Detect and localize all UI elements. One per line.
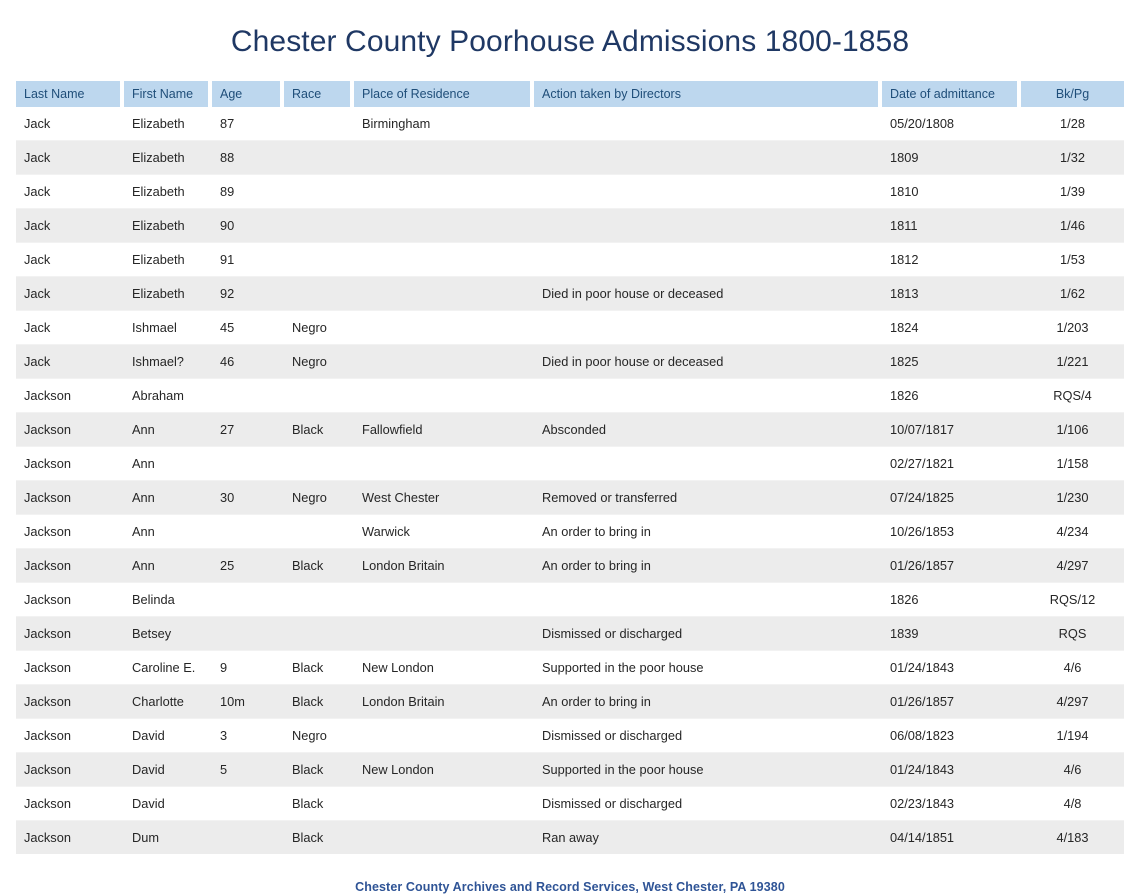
cell-date: 05/20/1808 [882,107,1021,141]
cell-first-name: Ishmael [124,311,212,345]
admissions-table-container [16,81,1124,854]
cell-last-name: Jack [16,209,124,243]
cell-action [534,379,882,413]
cell-date: 1826 [882,379,1021,413]
cell-age [212,821,284,854]
cell-bkpg: 4/183 [1021,821,1124,854]
cell-age: 30 [212,481,284,515]
cell-date: 10/26/1853 [882,515,1021,549]
column-header-race[interactable]: Race [284,81,354,107]
cell-last-name: Jackson [16,515,124,549]
cell-place: London Britain [354,549,534,583]
cell-race: Black [284,651,354,685]
cell-age: 88 [212,141,284,175]
cell-first-name: Caroline E. [124,651,212,685]
cell-last-name: Jackson [16,787,124,821]
cell-date: 1811 [882,209,1021,243]
cell-bkpg: RQS/12 [1021,583,1124,617]
cell-date: 02/23/1843 [882,787,1021,821]
table-row [16,719,1124,753]
cell-action: Absconded [534,413,882,447]
cell-action: Supported in the poor house [534,753,882,787]
cell-date: 01/24/1843 [882,651,1021,685]
cell-place [354,719,534,753]
cell-first-name: Charlotte [124,685,212,719]
cell-age: 91 [212,243,284,277]
cell-last-name: Jackson [16,583,124,617]
table-row [16,651,1124,685]
table-row [16,753,1124,787]
cell-race [284,243,354,277]
column-header-place-of-residence[interactable]: Place of Residence [354,81,534,107]
cell-place [354,345,534,379]
cell-first-name: Elizabeth [124,107,212,141]
table-header-row [16,81,1124,107]
cell-action: Dismissed or discharged [534,719,882,753]
cell-action: An order to bring in [534,549,882,583]
cell-race [284,617,354,651]
cell-bkpg: RQS/4 [1021,379,1124,413]
cell-place [354,821,534,854]
cell-race: Negro [284,719,354,753]
cell-race: Black [284,753,354,787]
table-row [16,481,1124,515]
cell-bkpg: 1/158 [1021,447,1124,481]
cell-date: 01/24/1843 [882,753,1021,787]
table-body [16,107,1124,854]
cell-age: 5 [212,753,284,787]
cell-bkpg: RQS [1021,617,1124,651]
table-header [16,81,1124,107]
table-row [16,685,1124,719]
cell-race [284,209,354,243]
cell-last-name: Jackson [16,719,124,753]
cell-race [284,175,354,209]
cell-first-name: Elizabeth [124,277,212,311]
table-row [16,821,1124,854]
cell-race [284,515,354,549]
cell-last-name: Jackson [16,821,124,854]
cell-action [534,175,882,209]
table-row [16,617,1124,651]
cell-place: Fallowfield [354,413,534,447]
cell-place: New London [354,753,534,787]
cell-bkpg: 1/39 [1021,175,1124,209]
table-row [16,515,1124,549]
cell-bkpg: 1/194 [1021,719,1124,753]
table-row [16,311,1124,345]
cell-race: Black [284,549,354,583]
cell-race [284,583,354,617]
cell-place [354,787,534,821]
cell-bkpg: 1/221 [1021,345,1124,379]
table-row [16,277,1124,311]
cell-place [354,243,534,277]
cell-date: 01/26/1857 [882,549,1021,583]
cell-action [534,107,882,141]
table-row [16,107,1124,141]
cell-race: Negro [284,345,354,379]
cell-bkpg: 4/6 [1021,753,1124,787]
cell-last-name: Jack [16,243,124,277]
cell-date: 06/08/1823 [882,719,1021,753]
admissions-table [16,81,1124,854]
cell-action: Supported in the poor house [534,651,882,685]
column-header-action-taken-by-directors[interactable]: Action taken by Directors [534,81,882,107]
cell-place: London Britain [354,685,534,719]
cell-last-name: Jack [16,107,124,141]
cell-race [284,379,354,413]
cell-bkpg: 4/234 [1021,515,1124,549]
table-row [16,243,1124,277]
cell-race: Black [284,787,354,821]
cell-last-name: Jack [16,175,124,209]
cell-bkpg: 1/53 [1021,243,1124,277]
cell-race: Black [284,821,354,854]
cell-bkpg: 4/6 [1021,651,1124,685]
table-row [16,413,1124,447]
table-row [16,549,1124,583]
cell-age: 90 [212,209,284,243]
cell-age [212,379,284,413]
cell-age: 45 [212,311,284,345]
table-row [16,209,1124,243]
cell-date: 1839 [882,617,1021,651]
cell-bkpg: 1/28 [1021,107,1124,141]
cell-first-name: Elizabeth [124,209,212,243]
cell-bkpg: 1/46 [1021,209,1124,243]
cell-last-name: Jackson [16,447,124,481]
cell-last-name: Jack [16,141,124,175]
cell-place [354,617,534,651]
table-row [16,345,1124,379]
cell-action [534,311,882,345]
cell-race: Negro [284,481,354,515]
column-header-date-of-admittance[interactable]: Date of admittance [882,81,1021,107]
table-row [16,141,1124,175]
cell-action: An order to bring in [534,515,882,549]
cell-last-name: Jackson [16,651,124,685]
cell-bkpg: 1/32 [1021,141,1124,175]
cell-action [534,447,882,481]
cell-first-name: Elizabeth [124,175,212,209]
cell-action [534,141,882,175]
cell-action: Died in poor house or deceased [534,345,882,379]
cell-first-name: Ann [124,515,212,549]
cell-place [354,583,534,617]
cell-bkpg: 1/230 [1021,481,1124,515]
cell-date: 1824 [882,311,1021,345]
cell-last-name: Jackson [16,379,124,413]
cell-action: Dismissed or discharged [534,787,882,821]
cell-place [354,141,534,175]
cell-date: 1809 [882,141,1021,175]
cell-age: 25 [212,549,284,583]
cell-action: Removed or transferred [534,481,882,515]
cell-race: Black [284,685,354,719]
cell-age: 9 [212,651,284,685]
cell-action: Dismissed or discharged [534,617,882,651]
cell-race [284,107,354,141]
cell-last-name: Jackson [16,413,124,447]
cell-bkpg: 4/297 [1021,549,1124,583]
cell-age [212,583,284,617]
cell-first-name: David [124,753,212,787]
cell-first-name: David [124,787,212,821]
cell-age [212,447,284,481]
cell-place: New London [354,651,534,685]
cell-action [534,209,882,243]
cell-first-name: David [124,719,212,753]
cell-age: 10m [212,685,284,719]
column-header-last-name[interactable]: Last Name [16,81,124,107]
cell-place: Warwick [354,515,534,549]
column-header-age[interactable]: Age [212,81,284,107]
cell-last-name: Jack [16,277,124,311]
cell-first-name: Elizabeth [124,141,212,175]
cell-first-name: Ann [124,447,212,481]
cell-age [212,617,284,651]
cell-place [354,447,534,481]
cell-age [212,787,284,821]
cell-race [284,447,354,481]
cell-age: 87 [212,107,284,141]
cell-last-name: Jackson [16,617,124,651]
cell-age: 89 [212,175,284,209]
cell-age: 3 [212,719,284,753]
cell-date: 07/24/1825 [882,481,1021,515]
cell-race: Black [284,413,354,447]
cell-action: Ran away [534,821,882,854]
cell-first-name: Elizabeth [124,243,212,277]
table-row [16,787,1124,821]
cell-date: 10/07/1817 [882,413,1021,447]
cell-action: An order to bring in [534,685,882,719]
cell-age: 46 [212,345,284,379]
cell-first-name: Ann [124,549,212,583]
cell-bkpg: 1/62 [1021,277,1124,311]
cell-last-name: Jack [16,311,124,345]
cell-last-name: Jackson [16,549,124,583]
cell-last-name: Jackson [16,481,124,515]
cell-date: 1825 [882,345,1021,379]
cell-last-name: Jackson [16,685,124,719]
cell-action [534,243,882,277]
cell-date: 02/27/1821 [882,447,1021,481]
cell-place: West Chester [354,481,534,515]
cell-first-name: Dum [124,821,212,854]
cell-action [534,583,882,617]
cell-first-name: Ann [124,481,212,515]
cell-place [354,209,534,243]
cell-first-name: Abraham [124,379,212,413]
table-row [16,447,1124,481]
cell-race [284,141,354,175]
column-header-first-name[interactable]: First Name [124,81,212,107]
cell-bkpg: 1/106 [1021,413,1124,447]
page-title: Chester County Poorhouse Admissions 1800-1858 [230,25,910,58]
table-row [16,175,1124,209]
cell-place [354,175,534,209]
cell-first-name: Belinda [124,583,212,617]
cell-bkpg: 1/203 [1021,311,1124,345]
cell-age: 92 [212,277,284,311]
archive-credit-footer: Chester County Archives and Record Services, West Chester, PA 19380 [355,880,785,894]
table-row [16,379,1124,413]
cell-place [354,379,534,413]
cell-date: 04/14/1851 [882,821,1021,854]
table-row [16,583,1124,617]
cell-age: 27 [212,413,284,447]
cell-date: 1810 [882,175,1021,209]
cell-first-name: Ishmael? [124,345,212,379]
cell-date: 01/26/1857 [882,685,1021,719]
cell-race [284,277,354,311]
cell-place [354,311,534,345]
cell-place: Birmingham [354,107,534,141]
cell-action: Died in poor house or deceased [534,277,882,311]
cell-place [354,277,534,311]
cell-date: 1812 [882,243,1021,277]
column-header-bk-pg[interactable]: Bk/Pg [1021,81,1124,107]
cell-first-name: Ann [124,413,212,447]
cell-date: 1813 [882,277,1021,311]
cell-bkpg: 4/297 [1021,685,1124,719]
cell-bkpg: 4/8 [1021,787,1124,821]
cell-first-name: Betsey [124,617,212,651]
cell-date: 1826 [882,583,1021,617]
cell-last-name: Jackson [16,753,124,787]
cell-last-name: Jack [16,345,124,379]
cell-race: Negro [284,311,354,345]
cell-age [212,515,284,549]
